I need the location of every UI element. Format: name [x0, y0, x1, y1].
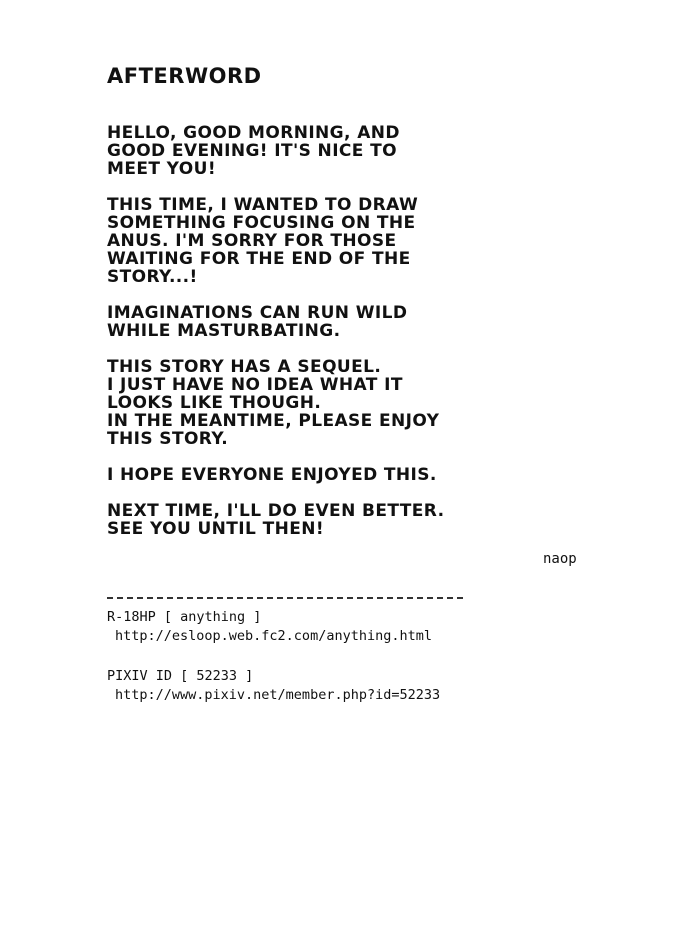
afterword-paragraph-hope: I HOPE EVERYONE ENJOYED THIS.: [107, 465, 437, 485]
homepage-label: R-18HP [ anything ]: [107, 609, 262, 625]
afterword-paragraph-greeting: HELLO, GOOD MORNING, AND GOOD EVENING! IT'S NICE TO MEET YOU!: [107, 123, 400, 179]
afterword-paragraph-sequel: THIS STORY HAS A SEQUEL. I JUST HAVE NO IDEA WHAT IT LOOKS LIKE THOUGH. IN THE MEANTIME, PLEASE ENJOY THIS STORY.: [107, 357, 440, 449]
afterword-paragraph-farewell: NEXT TIME, I'LL DO EVEN BETTER. SEE YOU UNTIL THEN!: [107, 501, 445, 539]
afterword-paragraph-intent: THIS TIME, I WANTED TO DRAW SOMETHING FOCUSING ON THE ANUS. I'M SORRY FOR THOSE WAITING FOR THE END OF THE STORY...!: [107, 195, 419, 287]
homepage-url-link[interactable]: http://esloop.web.fc2.com/anything.html: [115, 628, 432, 644]
afterword-paragraph-imagination: IMAGINATIONS CAN RUN WILD WHILE MASTURBATING.: [107, 303, 408, 341]
author-signature: naop: [543, 551, 577, 567]
page-title: AFTERWORD: [107, 64, 262, 88]
pixiv-id-label: PIXIV ID [ 52233 ]: [107, 668, 254, 684]
dashed-divider: [107, 597, 463, 599]
pixiv-url-link[interactable]: http://www.pixiv.net/member.php?id=52233: [115, 687, 441, 703]
